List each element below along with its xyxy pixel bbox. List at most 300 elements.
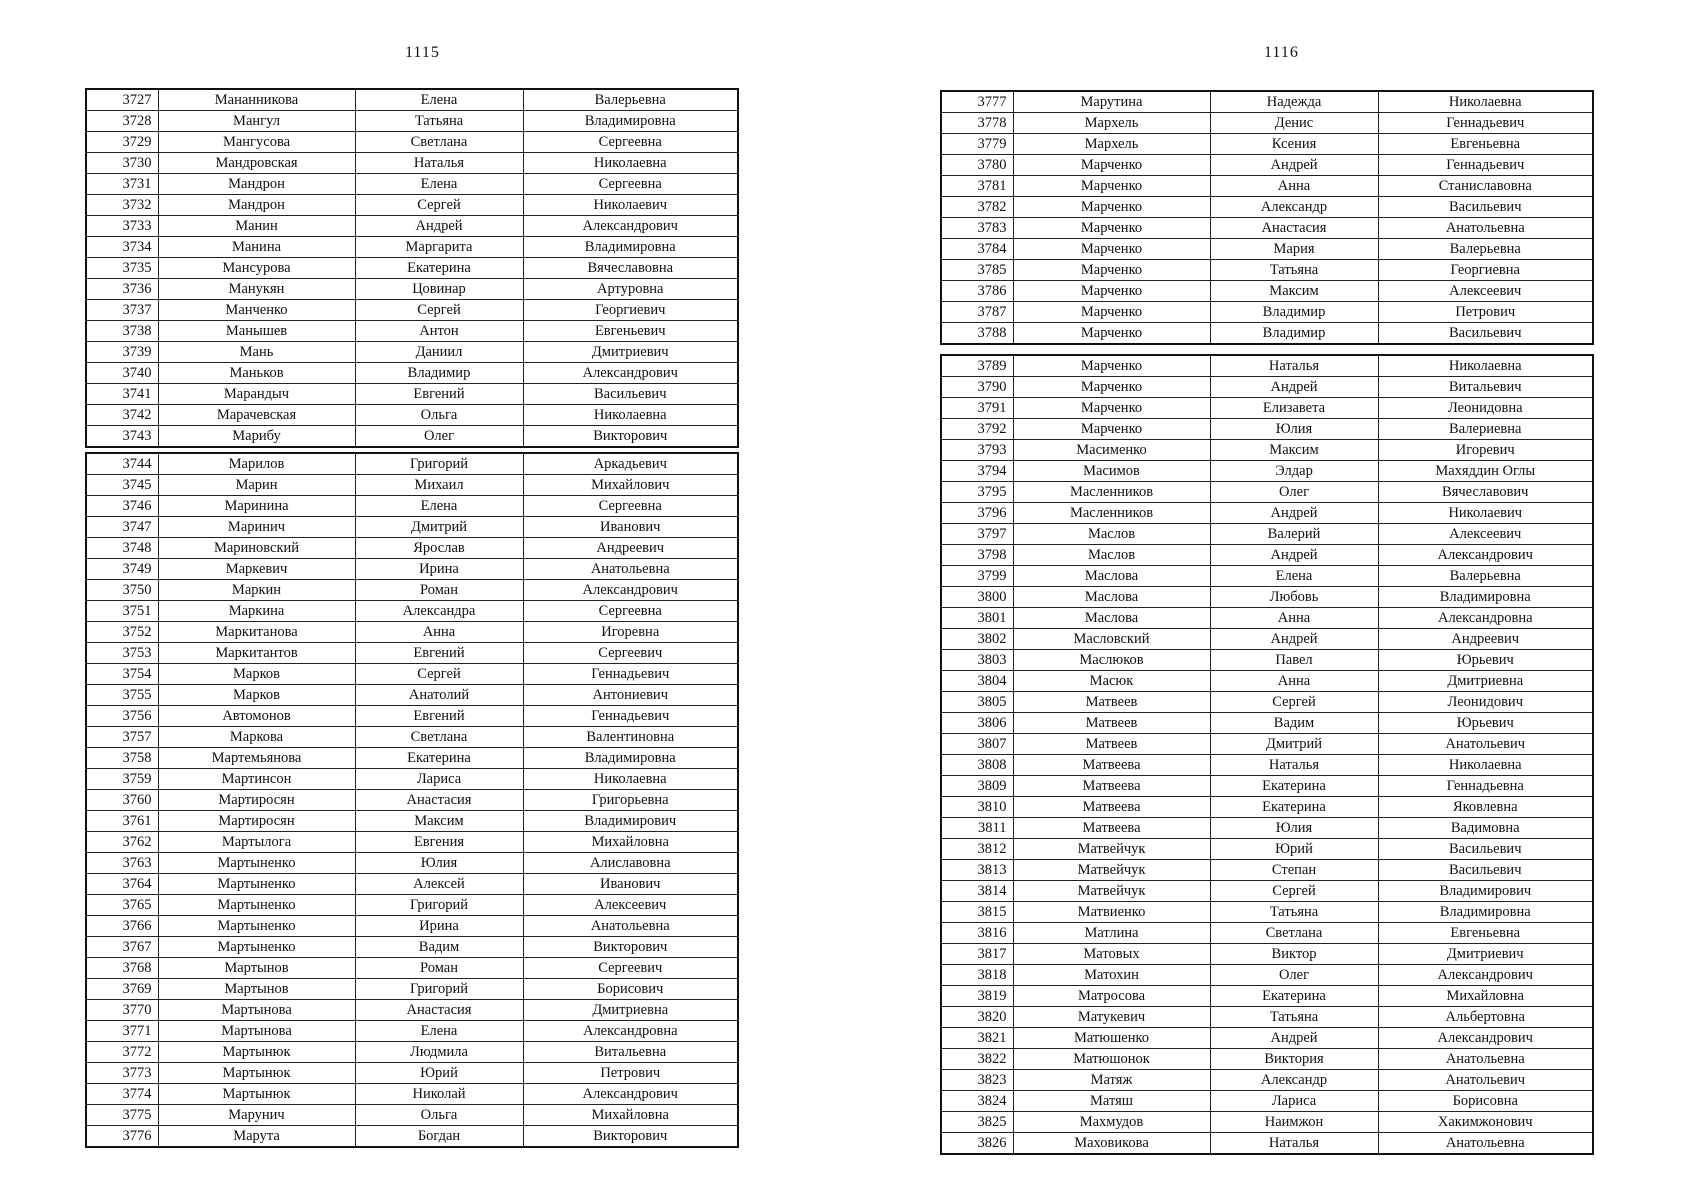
- row-number: 3743: [86, 426, 158, 448]
- patronymic-cell: Викторович: [523, 1126, 738, 1148]
- table-row: [86, 958, 738, 979]
- first-name-cell: Степан: [1210, 860, 1378, 881]
- last-name-cell: Мансурова: [158, 258, 355, 279]
- row-number: 3760: [86, 790, 158, 811]
- table-row: [86, 111, 738, 132]
- patronymic-cell: Геннадьевна: [1378, 776, 1593, 797]
- table-row: [86, 89, 738, 111]
- last-name-cell: Автомонов: [158, 706, 355, 727]
- patronymic-cell: Анатольевна: [523, 916, 738, 937]
- table-row: [941, 302, 1593, 323]
- first-name-cell: Павел: [1210, 650, 1378, 671]
- table-row: [941, 323, 1593, 345]
- patronymic-cell: Алексеевич: [1378, 281, 1593, 302]
- last-name-cell: Матвеев: [1013, 713, 1210, 734]
- first-name-cell: Сергей: [355, 664, 523, 685]
- last-name-cell: Матвейчук: [1013, 839, 1210, 860]
- row-number: 3736: [86, 279, 158, 300]
- table-row: [941, 482, 1593, 503]
- first-name-cell: Наталья: [1210, 355, 1378, 377]
- first-name-cell: Анастасия: [355, 1000, 523, 1021]
- row-number: 3802: [941, 629, 1013, 650]
- first-name-cell: Анастасия: [355, 790, 523, 811]
- first-name-cell: Евгения: [355, 832, 523, 853]
- patronymic-cell: Владимирович: [523, 811, 738, 832]
- table-row: [86, 748, 738, 769]
- row-number: 3825: [941, 1112, 1013, 1133]
- row-number: 3793: [941, 440, 1013, 461]
- patronymic-cell: Юрьевич: [1378, 713, 1593, 734]
- row-number: 3778: [941, 113, 1013, 134]
- row-number: 3810: [941, 797, 1013, 818]
- patronymic-cell: Михайловна: [523, 832, 738, 853]
- last-name-cell: Мартынюк: [158, 1084, 355, 1105]
- table-row: [941, 734, 1593, 755]
- row-number: 3785: [941, 260, 1013, 281]
- table-row: [941, 461, 1593, 482]
- patronymic-cell: Вячеславовна: [523, 258, 738, 279]
- patronymic-cell: Николаевич: [1378, 503, 1593, 524]
- first-name-cell: Михаил: [355, 475, 523, 496]
- row-number: 3730: [86, 153, 158, 174]
- last-name-cell: Масимов: [1013, 461, 1210, 482]
- first-name-cell: Анастасия: [1210, 218, 1378, 239]
- first-name-cell: Алексей: [355, 874, 523, 895]
- row-number: 3797: [941, 524, 1013, 545]
- patronymic-cell: Николаевна: [1378, 755, 1593, 776]
- first-name-cell: Дмитрий: [355, 517, 523, 538]
- first-name-cell: Татьяна: [1210, 1007, 1378, 1028]
- last-name-cell: Марченко: [1013, 355, 1210, 377]
- row-number: 3727: [86, 89, 158, 111]
- row-number: 3809: [941, 776, 1013, 797]
- last-name-cell: Марченко: [1013, 419, 1210, 440]
- last-name-cell: Манышев: [158, 321, 355, 342]
- row-number: 3807: [941, 734, 1013, 755]
- last-name-cell: Маслова: [1013, 566, 1210, 587]
- first-name-cell: Вадим: [355, 937, 523, 958]
- first-name-cell: Андрей: [1210, 503, 1378, 524]
- last-name-cell: Матяш: [1013, 1091, 1210, 1112]
- first-name-cell: Юлия: [355, 853, 523, 874]
- row-number: 3815: [941, 902, 1013, 923]
- patronymic-cell: Витальевна: [523, 1042, 738, 1063]
- table-row: [86, 321, 738, 342]
- first-name-cell: Маргарита: [355, 237, 523, 258]
- first-name-cell: Анна: [1210, 608, 1378, 629]
- first-name-cell: Наимжон: [1210, 1112, 1378, 1133]
- row-number: 3751: [86, 601, 158, 622]
- table-row: [86, 426, 738, 448]
- patronymic-cell: Хакимжонович: [1378, 1112, 1593, 1133]
- last-name-cell: Маркитанова: [158, 622, 355, 643]
- patronymic-cell: Дмитриевна: [523, 1000, 738, 1021]
- patronymic-cell: Дмитриевна: [1378, 671, 1593, 692]
- table-row: [941, 398, 1593, 419]
- table-row: [941, 419, 1593, 440]
- last-name-cell: Марков: [158, 664, 355, 685]
- first-name-cell: Цовинар: [355, 279, 523, 300]
- table-row: [86, 916, 738, 937]
- patronymic-cell: Иванович: [523, 517, 738, 538]
- table-row: [941, 218, 1593, 239]
- patronymic-cell: Борисович: [523, 979, 738, 1000]
- first-name-cell: Николай: [355, 1084, 523, 1105]
- row-number: 3820: [941, 1007, 1013, 1028]
- table-row: [941, 566, 1593, 587]
- last-name-cell: Мартыненко: [158, 874, 355, 895]
- first-name-cell: Анна: [1210, 176, 1378, 197]
- first-name-cell: Александр: [1210, 197, 1378, 218]
- table-row: [86, 685, 738, 706]
- last-name-cell: Манин: [158, 216, 355, 237]
- table-row: [86, 937, 738, 958]
- patronymic-cell: Алиславовна: [523, 853, 738, 874]
- patronymic-cell: Александрович: [1378, 965, 1593, 986]
- table-row: [941, 629, 1593, 650]
- last-name-cell: Марченко: [1013, 323, 1210, 345]
- last-name-cell: Манукян: [158, 279, 355, 300]
- first-name-cell: Евгений: [355, 384, 523, 405]
- last-name-cell: Матвейчук: [1013, 881, 1210, 902]
- table-row: [941, 91, 1593, 113]
- last-name-cell: Матвеев: [1013, 734, 1210, 755]
- last-name-cell: Мандрон: [158, 195, 355, 216]
- registry-table: [85, 88, 739, 448]
- patronymic-cell: Владимировна: [523, 237, 738, 258]
- table-row: [86, 384, 738, 405]
- table-row: [941, 503, 1593, 524]
- patronymic-cell: Сергеевна: [523, 132, 738, 153]
- row-number: 3789: [941, 355, 1013, 377]
- patronymic-cell: Евгеньевич: [523, 321, 738, 342]
- first-name-cell: Григорий: [355, 453, 523, 475]
- table-row: [941, 545, 1593, 566]
- row-number: 3823: [941, 1070, 1013, 1091]
- first-name-cell: Максим: [355, 811, 523, 832]
- last-name-cell: Мархель: [1013, 113, 1210, 134]
- patronymic-cell: Валентиновна: [523, 727, 738, 748]
- last-name-cell: Мартынов: [158, 979, 355, 1000]
- row-number: 3739: [86, 342, 158, 363]
- last-name-cell: Мартынюк: [158, 1063, 355, 1084]
- patronymic-cell: Леонидовна: [1378, 398, 1593, 419]
- row-number: 3764: [86, 874, 158, 895]
- last-name-cell: Марченко: [1013, 176, 1210, 197]
- registry-table: [940, 354, 1594, 1155]
- first-name-cell: Татьяна: [1210, 902, 1378, 923]
- table-row: [86, 195, 738, 216]
- last-name-cell: Матовых: [1013, 944, 1210, 965]
- first-name-cell: Денис: [1210, 113, 1378, 134]
- row-number: 3759: [86, 769, 158, 790]
- row-number: 3783: [941, 218, 1013, 239]
- last-name-cell: Марченко: [1013, 260, 1210, 281]
- patronymic-cell: Валериевна: [1378, 419, 1593, 440]
- last-name-cell: Мань: [158, 342, 355, 363]
- first-name-cell: Наталья: [1210, 755, 1378, 776]
- row-number: 3755: [86, 685, 158, 706]
- table-row: [86, 622, 738, 643]
- table-row: [86, 1063, 738, 1084]
- row-number: 3788: [941, 323, 1013, 345]
- last-name-cell: Масленников: [1013, 503, 1210, 524]
- row-number: 3750: [86, 580, 158, 601]
- row-number: 3790: [941, 377, 1013, 398]
- first-name-cell: Максим: [1210, 440, 1378, 461]
- last-name-cell: Мартиросян: [158, 811, 355, 832]
- row-number: 3822: [941, 1049, 1013, 1070]
- last-name-cell: Марченко: [1013, 239, 1210, 260]
- first-name-cell: Светлана: [1210, 923, 1378, 944]
- table-row: [941, 113, 1593, 134]
- table-row: [86, 258, 738, 279]
- row-number: 3758: [86, 748, 158, 769]
- last-name-cell: Марачевская: [158, 405, 355, 426]
- row-number: 3746: [86, 496, 158, 517]
- patronymic-cell: Александрович: [523, 1084, 738, 1105]
- row-number: 3803: [941, 650, 1013, 671]
- patronymic-cell: Антониевич: [523, 685, 738, 706]
- first-name-cell: Александр: [1210, 1070, 1378, 1091]
- table-row: [86, 237, 738, 258]
- first-name-cell: Дмитрий: [1210, 734, 1378, 755]
- first-name-cell: Григорий: [355, 895, 523, 916]
- table-row: [86, 538, 738, 559]
- last-name-cell: Матвеев: [1013, 692, 1210, 713]
- patronymic-cell: Александрович: [1378, 545, 1593, 566]
- table-row: [86, 1126, 738, 1148]
- row-number: 3729: [86, 132, 158, 153]
- row-number: 3812: [941, 839, 1013, 860]
- patronymic-cell: Михайловна: [1378, 986, 1593, 1007]
- table-row: [941, 134, 1593, 155]
- last-name-cell: Мариновский: [158, 538, 355, 559]
- row-number: 3811: [941, 818, 1013, 839]
- row-number: 3756: [86, 706, 158, 727]
- table-row: [941, 281, 1593, 302]
- table-row: [86, 580, 738, 601]
- table-row: [941, 923, 1593, 944]
- table-row: [86, 300, 738, 321]
- first-name-cell: Элдар: [1210, 461, 1378, 482]
- table-row: [941, 1007, 1593, 1028]
- patronymic-cell: Геннадьевич: [1378, 155, 1593, 176]
- row-number: 3757: [86, 727, 158, 748]
- patronymic-cell: Анатольевич: [1378, 1070, 1593, 1091]
- row-number: 3818: [941, 965, 1013, 986]
- row-number: 3784: [941, 239, 1013, 260]
- row-number: 3745: [86, 475, 158, 496]
- patronymic-cell: Петрович: [523, 1063, 738, 1084]
- table-row: [86, 496, 738, 517]
- patronymic-cell: Викторович: [523, 426, 738, 448]
- page-number: 1115: [405, 44, 440, 61]
- last-name-cell: Мартыненко: [158, 895, 355, 916]
- table-row: [86, 601, 738, 622]
- patronymic-cell: Анатольевич: [1378, 734, 1593, 755]
- patronymic-cell: Владимирович: [1378, 881, 1593, 902]
- row-number: 3804: [941, 671, 1013, 692]
- row-number: 3806: [941, 713, 1013, 734]
- last-name-cell: Матвиенко: [1013, 902, 1210, 923]
- patronymic-cell: Васильевич: [1378, 323, 1593, 345]
- first-name-cell: Олег: [1210, 482, 1378, 503]
- first-name-cell: Владимир: [1210, 302, 1378, 323]
- last-name-cell: Матвейчук: [1013, 860, 1210, 881]
- table-row: [86, 342, 738, 363]
- table-row: [86, 832, 738, 853]
- row-number: 3800: [941, 587, 1013, 608]
- row-number: 3741: [86, 384, 158, 405]
- first-name-cell: Антон: [355, 321, 523, 342]
- first-name-cell: Елена: [355, 89, 523, 111]
- last-name-cell: Маркевич: [158, 559, 355, 580]
- last-name-cell: Матохин: [1013, 965, 1210, 986]
- patronymic-cell: Александровна: [523, 1021, 738, 1042]
- table-row: [86, 475, 738, 496]
- patronymic-cell: Дмитриевич: [1378, 944, 1593, 965]
- table-row: [941, 692, 1593, 713]
- first-name-cell: Андрей: [1210, 1028, 1378, 1049]
- row-number: 3732: [86, 195, 158, 216]
- patronymic-cell: Анатольевна: [1378, 1133, 1593, 1155]
- last-name-cell: Мартылога: [158, 832, 355, 853]
- table-row: [941, 713, 1593, 734]
- first-name-cell: Григорий: [355, 979, 523, 1000]
- last-name-cell: Марченко: [1013, 218, 1210, 239]
- row-number: 3791: [941, 398, 1013, 419]
- first-name-cell: Даниил: [355, 342, 523, 363]
- patronymic-cell: Васильевич: [523, 384, 738, 405]
- first-name-cell: Ксения: [1210, 134, 1378, 155]
- last-name-cell: Марунич: [158, 1105, 355, 1126]
- first-name-cell: Владимир: [1210, 323, 1378, 345]
- table-row: [941, 587, 1593, 608]
- row-number: 3786: [941, 281, 1013, 302]
- row-number: 3740: [86, 363, 158, 384]
- row-number: 3821: [941, 1028, 1013, 1049]
- row-number: 3808: [941, 755, 1013, 776]
- table-row: [86, 1000, 738, 1021]
- row-number: 3814: [941, 881, 1013, 902]
- row-number: 3817: [941, 944, 1013, 965]
- row-number: 3768: [86, 958, 158, 979]
- patronymic-cell: Георгиевич: [523, 300, 738, 321]
- row-number: 3742: [86, 405, 158, 426]
- patronymic-cell: Владимировна: [1378, 902, 1593, 923]
- registry-table: [85, 452, 739, 1148]
- first-name-cell: Елизавета: [1210, 398, 1378, 419]
- patronymic-cell: Артуровна: [523, 279, 738, 300]
- table-row: [941, 902, 1593, 923]
- patronymic-cell: Игоревич: [1378, 440, 1593, 461]
- last-name-cell: Маркова: [158, 727, 355, 748]
- registry-table: [940, 90, 1594, 345]
- patronymic-cell: Геннадьевич: [523, 664, 738, 685]
- patronymic-cell: Михайловна: [523, 1105, 738, 1126]
- patronymic-cell: Александрович: [523, 216, 738, 237]
- table-row: [941, 377, 1593, 398]
- row-number: 3787: [941, 302, 1013, 323]
- patronymic-cell: Васильевич: [1378, 839, 1593, 860]
- last-name-cell: Марута: [158, 1126, 355, 1148]
- last-name-cell: Марченко: [1013, 197, 1210, 218]
- row-number: 3735: [86, 258, 158, 279]
- patronymic-cell: Витальевич: [1378, 377, 1593, 398]
- last-name-cell: Мангул: [158, 111, 355, 132]
- first-name-cell: Максим: [1210, 281, 1378, 302]
- last-name-cell: Матвеева: [1013, 776, 1210, 797]
- last-name-cell: Мартынов: [158, 958, 355, 979]
- last-name-cell: Маркитантов: [158, 643, 355, 664]
- patronymic-cell: Григорьевна: [523, 790, 738, 811]
- row-number: 3770: [86, 1000, 158, 1021]
- row-number: 3780: [941, 155, 1013, 176]
- row-number: 3774: [86, 1084, 158, 1105]
- patronymic-cell: Анатольевна: [1378, 218, 1593, 239]
- patronymic-cell: Николаевна: [1378, 91, 1593, 113]
- patronymic-cell: Алексеевич: [1378, 524, 1593, 545]
- patronymic-cell: Сергеевна: [523, 174, 738, 195]
- table-row: [941, 155, 1593, 176]
- first-name-cell: Роман: [355, 958, 523, 979]
- table-row: [86, 811, 738, 832]
- last-name-cell: Мартынюк: [158, 1042, 355, 1063]
- patronymic-cell: Борисовна: [1378, 1091, 1593, 1112]
- row-number: 3767: [86, 937, 158, 958]
- row-number: 3753: [86, 643, 158, 664]
- row-number: 3765: [86, 895, 158, 916]
- table-row: [86, 279, 738, 300]
- patronymic-cell: Васильевич: [1378, 860, 1593, 881]
- table-row: [941, 881, 1593, 902]
- first-name-cell: Андрей: [355, 216, 523, 237]
- last-name-cell: Марибу: [158, 426, 355, 448]
- row-number: 3747: [86, 517, 158, 538]
- first-name-cell: Екатерина: [355, 258, 523, 279]
- patronymic-cell: Леонидович: [1378, 692, 1593, 713]
- row-number: 3795: [941, 482, 1013, 503]
- row-number: 3798: [941, 545, 1013, 566]
- last-name-cell: Масименко: [1013, 440, 1210, 461]
- row-number: 3794: [941, 461, 1013, 482]
- last-name-cell: Марандыч: [158, 384, 355, 405]
- patronymic-cell: Владимировна: [523, 748, 738, 769]
- row-number: 3805: [941, 692, 1013, 713]
- table-row: [941, 944, 1593, 965]
- patronymic-cell: Петрович: [1378, 302, 1593, 323]
- patronymic-cell: Николаевна: [1378, 355, 1593, 377]
- row-number: 3763: [86, 853, 158, 874]
- last-name-cell: Маркина: [158, 601, 355, 622]
- table-row: [941, 1112, 1593, 1133]
- first-name-cell: Елена: [1210, 566, 1378, 587]
- row-number: 3734: [86, 237, 158, 258]
- last-name-cell: Марин: [158, 475, 355, 496]
- row-number: 3772: [86, 1042, 158, 1063]
- right-page: [846, 0, 1692, 1200]
- table-row: [941, 755, 1593, 776]
- first-name-cell: Татьяна: [355, 111, 523, 132]
- table-row: [86, 132, 738, 153]
- last-name-cell: Мартиросян: [158, 790, 355, 811]
- row-number: 3773: [86, 1063, 158, 1084]
- last-name-cell: Марилов: [158, 453, 355, 475]
- first-name-cell: Светлана: [355, 132, 523, 153]
- first-name-cell: Елена: [355, 496, 523, 517]
- table-row: [941, 1049, 1593, 1070]
